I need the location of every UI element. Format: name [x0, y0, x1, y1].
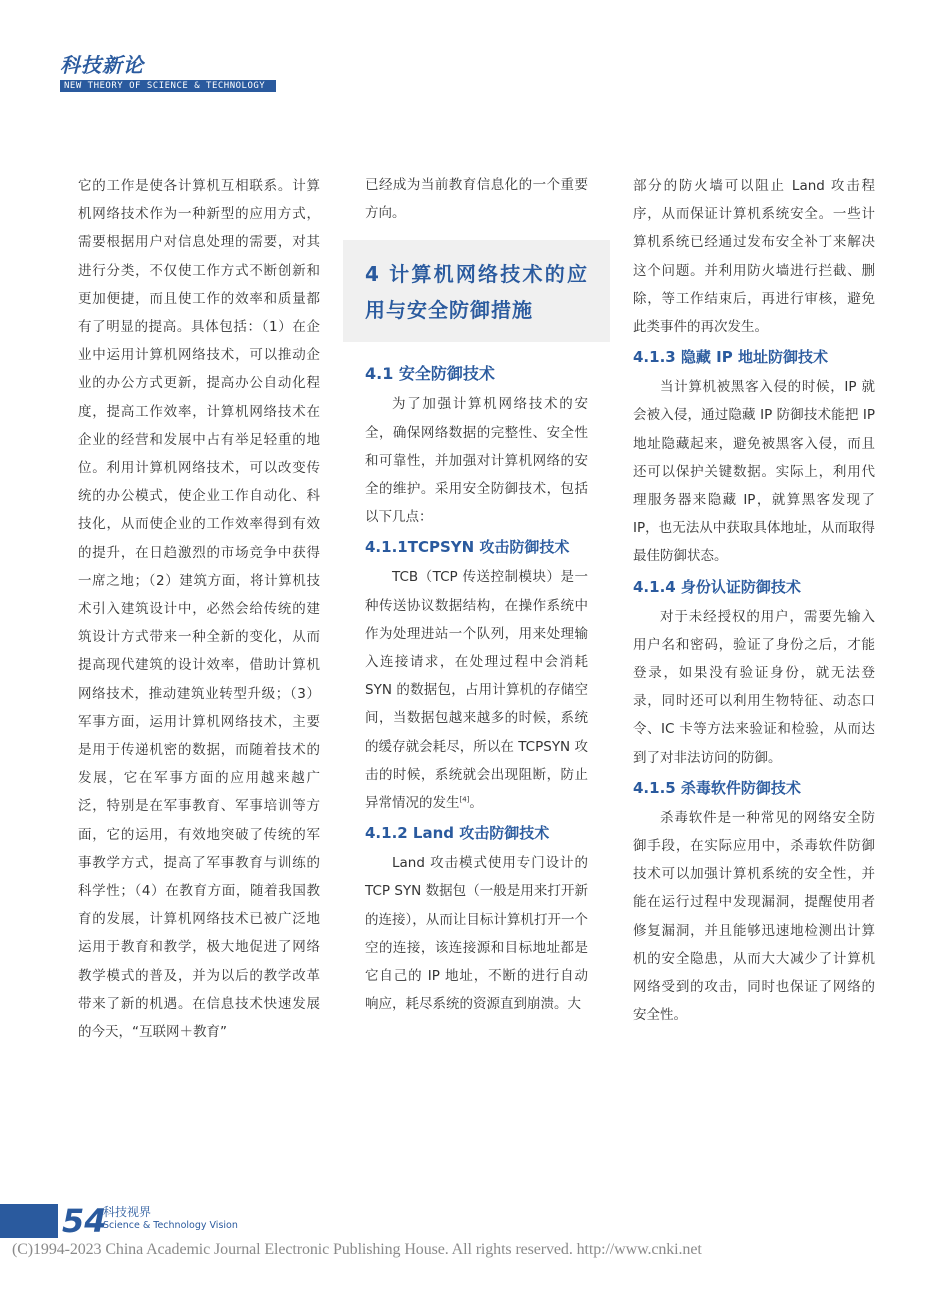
- subsection-heading: 4.1.3 隐藏 IP 地址防御技术: [633, 348, 828, 367]
- subsection-heading: 4.1.1TCPSYN 攻击防御技术: [365, 538, 570, 557]
- column-middle: [343, 171, 610, 1018]
- magazine-name-en: Science & Technology Vision: [103, 1220, 238, 1231]
- journal-subtitle-bar: NEW THEORY OF SCIENCE & TECHNOLOGY: [60, 80, 276, 92]
- subsection-heading: 4.1.2 Land 攻击防御技术: [365, 824, 550, 843]
- copyright-notice: (C)1994-2023 China Academic Journal Electronic Publishing House. All rights reserved. http://www.cnki.net: [12, 1241, 702, 1258]
- page-number: 54: [62, 1202, 107, 1240]
- journal-title: 科技新论: [60, 53, 144, 77]
- body-paragraph: Land 攻击模式使用专门设计的 TCP SYN 数据包（一般是用来打开新的连接），从而让目标计算机打开一个空的连接，该连接源和目标地址都是它自己的 IP 地址，不断的进行自动响应，耗尽系统的资源直到崩溃。大: [365, 855, 588, 1013]
- paragraph-text: TCB（TCP 传送控制模块）是一种传送协议数据结构，在操作系统中作为处理进站一个队列，用来处理输入连接请求，在处理过程中会消耗 SYN 的数据包，占用计算机的存储空间，当数据包越来越多的时候，系统的缓存就会耗尽，所以在 TCPSYN 攻击的时候，系统就会出现阻断，防止异常情况的发生: [365, 569, 588, 812]
- body-paragraph: 部分的防火墙可以阻止 Land 攻击程序，从而保证计算机系统安全。一些计算机系统已经通过发布安全补丁来解决这个问题。并利用防火墙进行拦截、删除，等工作结束后，再进行审核，避免此类事件的再次发生。: [633, 178, 875, 336]
- subsection-heading: 4.1.5 杀毒软件防御技术: [633, 778, 801, 797]
- body-paragraph: 已经成为当前教育信息化的一个重要方向。: [365, 177, 588, 222]
- magazine-name-cn: 科技视界: [103, 1205, 152, 1219]
- column-left: [78, 172, 320, 1046]
- body-paragraph: 当计算机被黑客入侵的时候，IP 就会被入侵，通过隐藏 IP 防御技术能把 IP 地址隐藏起来，避免被黑客入侵，而且还可以保护关键数据。实际上，利用代理服务器来隐藏 IP，就算黑客发现了 IP，也无法从中获取具体地址，从而取得最佳防御状态。: [633, 379, 875, 565]
- body-paragraph: 对于未经授权的用户，需要先输入用户名和密码，验证了身份之后，才能登录，如果没有验证身份，就无法登录，同时还可以利用生物特征、动态口令、IC 卡等方法来验证和检验，从而达到了对非法访问的防御。: [633, 608, 875, 766]
- paragraph-end: 。: [469, 795, 483, 812]
- page-footer: [0, 1204, 240, 1238]
- citation-marker: [4]: [459, 795, 470, 804]
- journal-header: [60, 52, 276, 92]
- section-heading-box: [343, 240, 610, 342]
- body-paragraph: 杀毒软件是一种常见的网络安全防御手段，在实际应用中，杀毒软件防御技术可以加强计算机系统的安全性，并能在运行过程中发现漏洞，提醒使用者修复漏洞，并且能够迅速地检测出计算机的安全隐患，从而大大减少了计算机网络受到的攻击，同时也保证了网络的安全性。: [633, 809, 875, 1024]
- body-paragraph: [365, 563, 588, 817]
- footer-color-bar: [0, 1204, 58, 1238]
- column-right: [633, 172, 875, 1029]
- subsection-heading: 4.1.4 身份认证防御技术: [633, 577, 801, 596]
- body-paragraph: 它的工作是使各计算机互相联系。计算机网络技术作为一种新型的应用方式，需要根据用户对信息处理的需要，对其进行分类，不仅使工作方式不断创新和更加便捷，而且使工作的效率和质量都有了明显的提高。具体包括：（1）在企业中运用计算机网络技术，可以推动企业的办公方式更新，提高办公自动化程度，提高工作效率，计算机网络技术在企业的经营和发展中占有举足轻重的地位。利用计算机网络技术，可以改变传统的办公模式，使企业工作自动化、科技化，从而使企业的工作效率得到有效的提升，在日趋激烈的市场竞争中获得一席之地；（2）建筑方面，将计算机技术引入建筑设计中，必然会给传统的建筑设计方式带来一种全新的变化，从而提高现代建筑的设计效率，借助计算机网络技术，推动建筑业转型升级；（3）军事方面，运用计算机网络技术，主要是用于传递机密的数据，而随着技术的发展，它在军事方面的应用越来越广泛，特别是在军事教育、军事培训等方面，它的运用，有效地突破了传统的军事教学方式，提高了军事教育与训练的科学性；（4）在教育方面，随着我国教育的发展，计算机网络技术已被广泛地运用于教育和教学，极大地促进了网络教学模式的普及，并为以后的教学改革带来了新的机遇。在信息技术快速发展的今天，“互联网＋教育”: [78, 178, 320, 1041]
- section-title: 4 计算机网络技术的应用与安全防御措施: [365, 262, 588, 323]
- body-paragraph: 为了加强计算机网络技术的安全，确保网络数据的完整性、安全性和可靠性，并加强对计算机网络的安全的维护。采用安全防御技术，包括以下几点：: [365, 396, 588, 526]
- subsection-heading: 4.1 安全防御技术: [365, 364, 495, 384]
